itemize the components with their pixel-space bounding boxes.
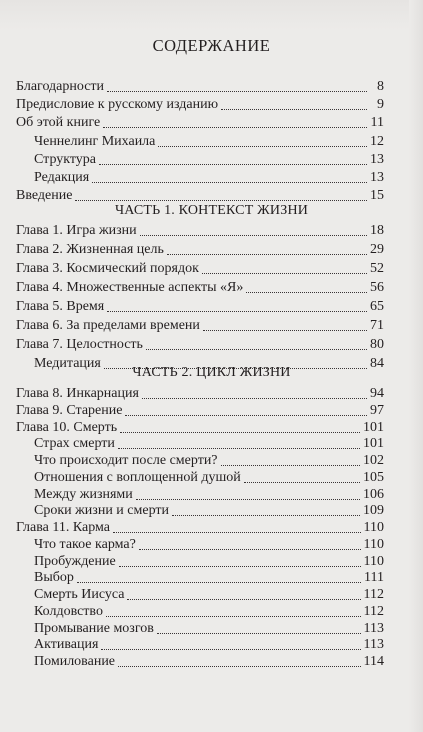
toc-entry-label: Глава 5. Время [16,299,105,314]
dot-leader [244,482,360,483]
toc-entry-page: 18 [370,223,384,238]
toc-entry-label: Введение [16,188,73,203]
toc-entry-page: 80 [370,337,384,352]
part-heading: ЧАСТЬ 2. ЦИКЛ ЖИЗНИ [132,365,291,380]
toc-entry [16,241,384,259]
toc-entry-label: Об этой книге [16,115,101,130]
toc-entry [34,536,384,554]
toc-entry [34,133,384,151]
dot-leader [221,109,367,110]
toc-entry [34,169,384,187]
toc-entry-page: 13 [370,170,384,185]
toc-entry-label: Глава 10. Смерть [16,420,118,435]
toc-entry [16,336,384,354]
dot-leader [107,311,367,312]
page-title: СОДЕРЖАНИЕ [152,36,271,55]
toc-entry-page: 113 [363,621,384,636]
toc-entry [16,114,384,132]
dot-leader [157,633,361,634]
toc-entry [34,569,384,587]
toc-entry-label: Смерть Иисуса [34,587,125,602]
toc-entry-label: Колдовство [34,604,103,619]
toc-entry-label: Отношения с воплощенной душой [34,470,241,485]
toc-entry-page: 110 [363,537,384,552]
toc-entry-label: Глава 7. Целостность [16,337,143,352]
toc-entry-label: Предисловие к русскому изданию [16,97,219,112]
dot-leader [125,415,367,416]
toc-entry [34,653,384,671]
toc-entry-page: 102 [363,453,384,468]
dot-leader [221,465,360,466]
toc-entry-page: 29 [370,242,384,257]
toc-entry-page: 112 [363,587,384,602]
toc-entry [34,603,384,621]
dot-leader [136,499,360,500]
dot-leader [167,254,367,255]
toc-entry-page: 11 [370,115,384,130]
dot-leader [103,127,367,128]
toc-entry [34,502,384,520]
toc-entry [16,519,384,537]
toc-entry [16,78,384,96]
toc-entry-label: Благодарности [16,79,105,94]
toc-entry-page: 84 [370,356,384,371]
toc-entry [16,298,384,316]
dot-leader [142,398,367,399]
dot-leader [75,200,367,201]
toc-entry-page: 110 [363,520,384,535]
dot-leader [119,566,361,567]
toc-entry-label: Глава 3. Космический порядок [16,261,199,276]
toc-entry-page: 105 [363,470,384,485]
toc-entry [34,586,384,604]
dot-leader [146,349,367,350]
toc-entry-label: Медитация [34,356,101,371]
toc-entry-page: 8 [377,79,384,94]
toc-entry-label: Структура [34,152,97,167]
dot-leader [77,582,361,583]
toc-entry-page: 52 [370,261,384,276]
toc-entry [16,279,384,297]
toc-entry-label: Редакция [34,170,90,185]
dot-leader [172,515,360,516]
toc-entry [34,452,384,470]
dot-leader [99,164,367,165]
toc-entry-label: Пробуждение [34,554,116,569]
toc-entry-page: 112 [363,604,384,619]
toc-entry-page: 15 [370,188,384,203]
toc-entry-label: Глава 11. Карма [16,520,110,535]
toc-entry-label: Выбор [34,570,74,585]
dot-leader [92,182,367,183]
toc-entry [16,385,384,403]
dot-leader [113,532,361,533]
toc-entry-label: Активация [34,637,99,652]
dot-leader [203,330,367,331]
toc-entry-label: Глава 9. Старение [16,403,123,418]
toc-entry-page: 56 [370,280,384,295]
toc-entry [16,222,384,240]
toc-entry-page: 97 [370,403,384,418]
toc-entry-label: Глава 4. Множественные аспекты «Я» [16,280,244,295]
toc-entry-page: 101 [363,436,384,451]
toc-entry-label: Глава 1. Игра жизни [16,223,137,238]
toc-entry-page: 65 [370,299,384,314]
dot-leader [107,91,367,92]
part-heading: ЧАСТЬ 1. КОНТЕКСТ ЖИЗНИ [114,203,309,218]
toc-entry-page: 110 [363,554,384,569]
toc-entry-page: 71 [370,318,384,333]
toc-entry-page: 106 [363,487,384,502]
toc-entry-page: 109 [363,503,384,518]
toc-entry [34,636,384,654]
dot-leader [118,666,360,667]
toc-entry [34,469,384,487]
dot-leader [120,432,360,433]
toc-entry-label: Что такое карма? [34,537,136,552]
toc-entry-label: Ченнелинг Михаила [34,134,156,149]
toc-entry [16,260,384,278]
toc-entry-label: Страх смерти [34,436,115,451]
toc-entry [34,435,384,453]
dot-leader [202,273,367,274]
toc-entry-label: Глава 6. За пределами времени [16,318,200,333]
dot-leader [246,292,367,293]
toc-entry-label: Глава 2. Жизненная цель [16,242,164,257]
dot-leader [101,649,360,650]
toc-entry-page: 9 [377,97,384,112]
toc-entry-label: Между жизнями [34,487,133,502]
toc-entry [16,96,384,114]
toc-entry-label: Что происходит после смерти? [34,453,218,468]
toc-entry [34,151,384,169]
toc-entry-page: 101 [363,420,384,435]
toc-entry-page: 113 [363,637,384,652]
toc-entry-label: Глава 8. Инкарнация [16,386,139,401]
dot-leader [127,599,360,600]
toc-entry-page: 13 [370,152,384,167]
toc-entry-label: Сроки жизни и смерти [34,503,170,518]
toc-entry-page: 94 [370,386,384,401]
dot-leader [118,448,360,449]
toc-entry-page: 12 [370,134,384,149]
toc-entry-label: Промывание мозгов [34,621,154,636]
dot-leader [158,146,367,147]
toc-entry-page: 114 [363,654,384,669]
page-top-shade [0,0,423,30]
toc-entry-label: Помилование [34,654,116,669]
toc-entry [16,317,384,335]
dot-leader [140,235,367,236]
toc-entry-page: 111 [364,570,384,585]
dot-leader [139,549,361,550]
toc-entry [16,402,384,420]
dot-leader [106,616,361,617]
